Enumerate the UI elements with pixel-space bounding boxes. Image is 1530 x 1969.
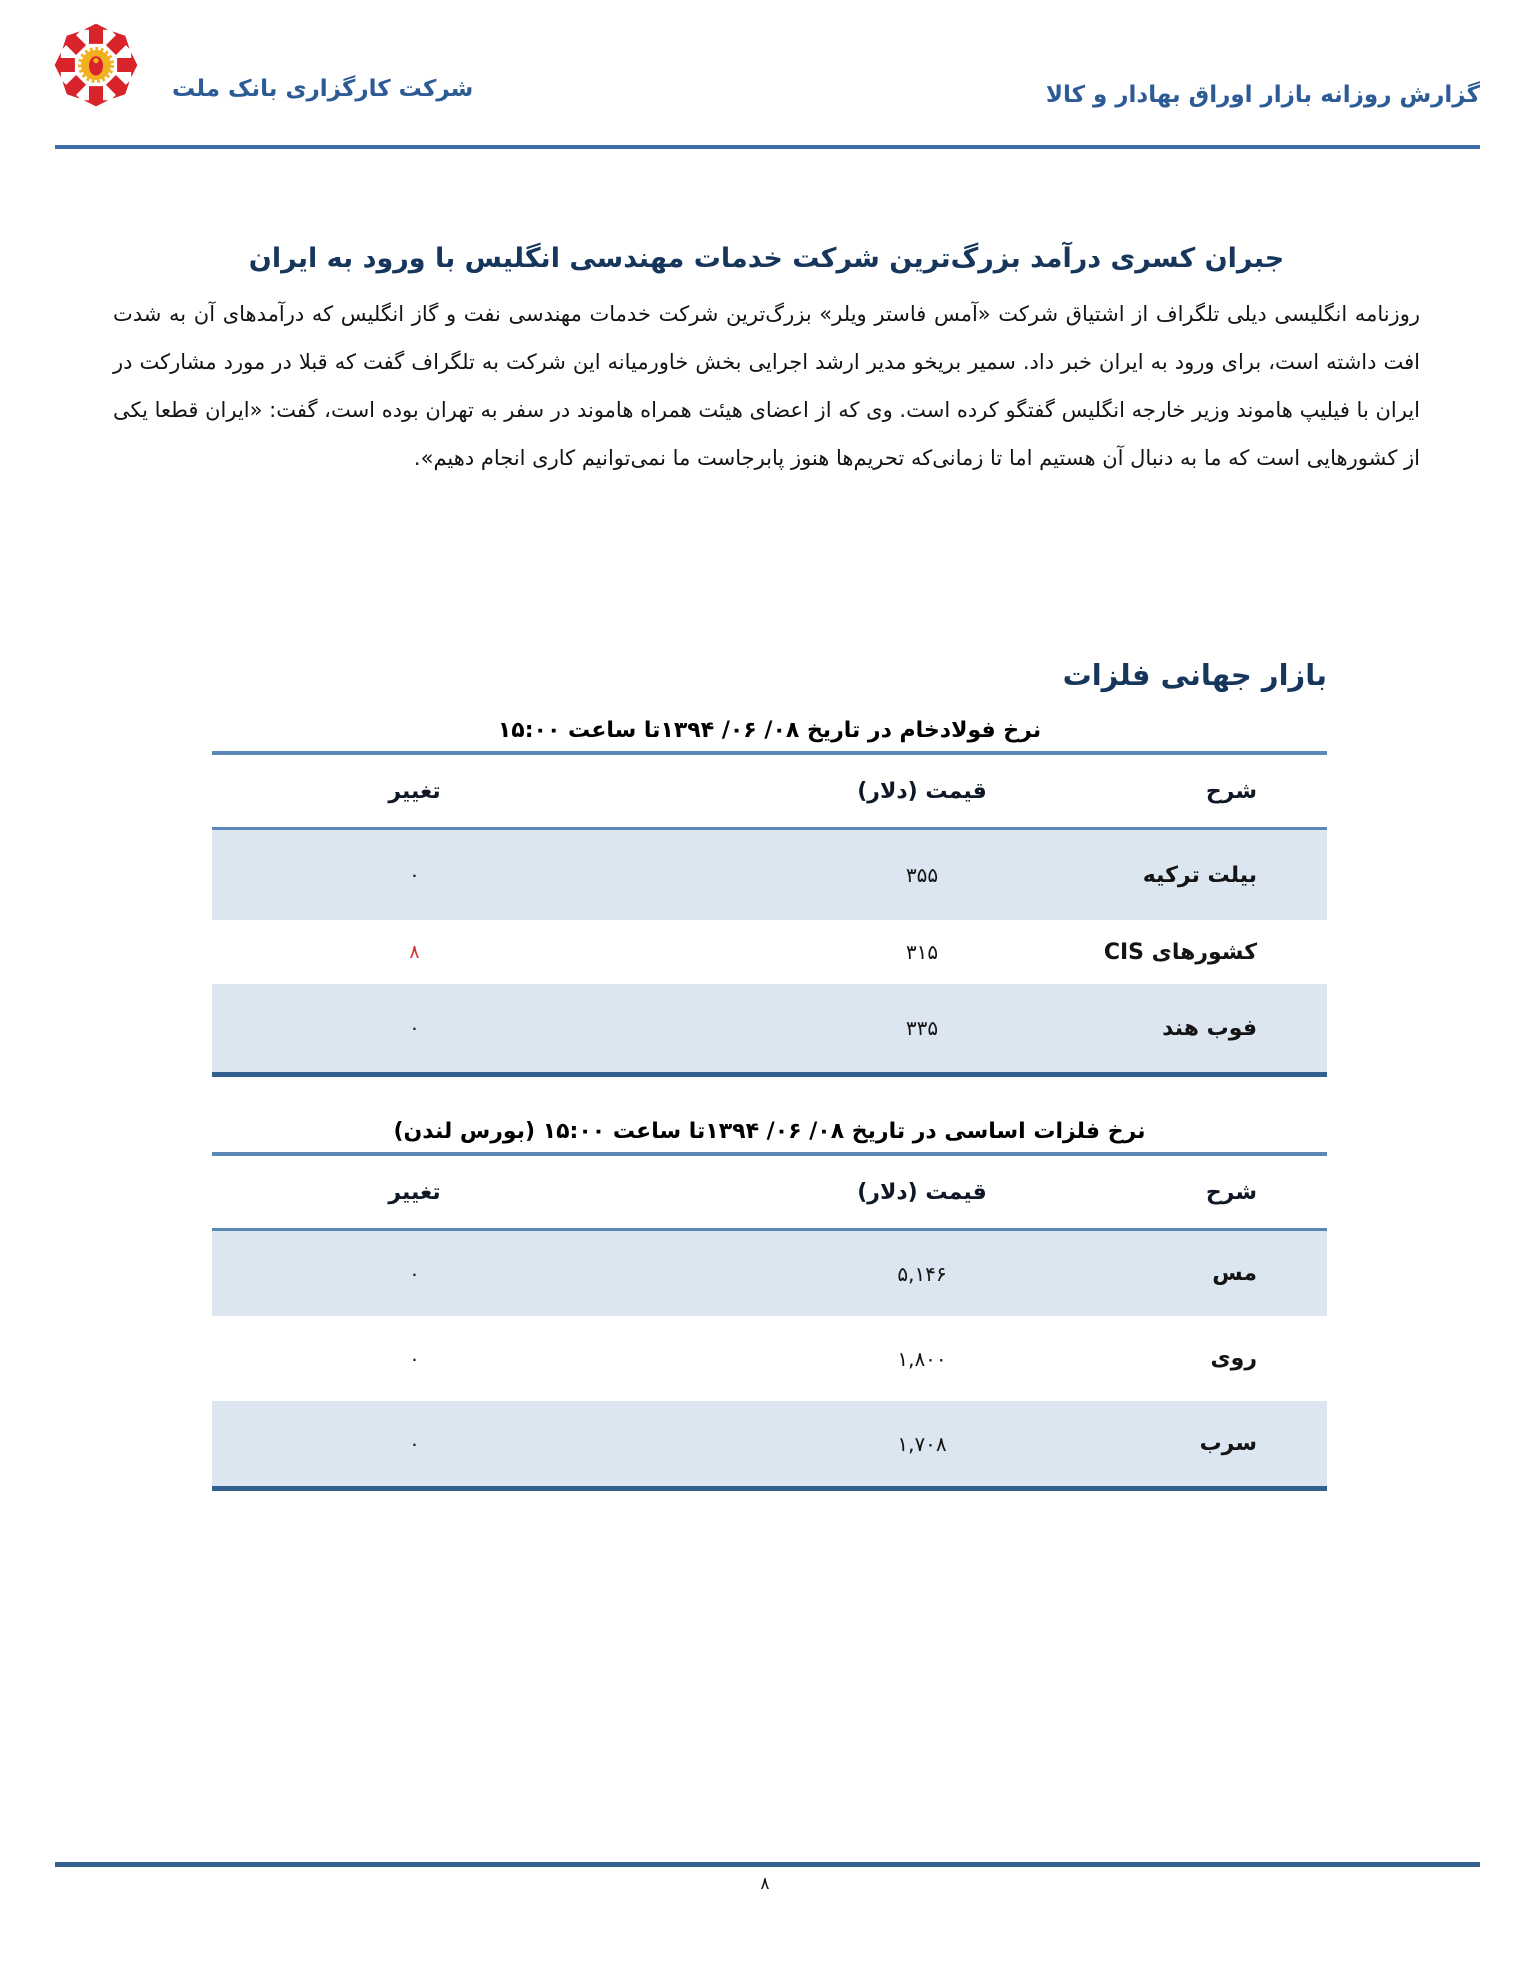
row-description: بیلت ترکیه bbox=[1142, 862, 1257, 888]
row-change: ۸ bbox=[409, 941, 420, 963]
row-change: ۰ bbox=[409, 1017, 420, 1039]
steel-rates-table bbox=[212, 751, 1327, 1077]
table-row bbox=[212, 1401, 1327, 1486]
table-row bbox=[212, 920, 1327, 984]
row-price: ۵,۱۴۶ bbox=[897, 1261, 947, 1286]
global-metals-section bbox=[212, 658, 1327, 1491]
row-description: سرب bbox=[1199, 1431, 1257, 1456]
col-header-change: تغییر bbox=[388, 1179, 441, 1205]
steel-rates-block bbox=[212, 718, 1327, 1077]
row-change: ۰ bbox=[409, 864, 420, 886]
table-row bbox=[212, 830, 1327, 920]
row-price: ۳۵۵ bbox=[905, 863, 939, 887]
col-header-description: شرح bbox=[1205, 778, 1257, 804]
col-header-description: شرح bbox=[1205, 1179, 1257, 1205]
metals-section-title: بازار جهانی فلزات bbox=[1062, 658, 1327, 692]
page-number: ۸ bbox=[760, 1874, 770, 1894]
row-price: ۱,۸۰۰ bbox=[897, 1346, 947, 1371]
row-description: فوب هند bbox=[1162, 1015, 1257, 1041]
steel-table-title: نرخ فولادخام در تاریخ ۰۸/‏ ۰۶/‏ ۱۳۹۴تا ساعت ۱۵:۰۰ bbox=[497, 718, 1042, 743]
col-header-price-usd: قیمت (دلار) bbox=[857, 1179, 987, 1205]
row-price: ۱,۷۰۸ bbox=[897, 1431, 947, 1456]
row-price: ۳۳۵ bbox=[905, 1016, 939, 1040]
report-title: گزارش روزانه بازار اوراق بهادار و کالا bbox=[1045, 82, 1480, 108]
table-header-row bbox=[212, 755, 1327, 830]
base-metals-block bbox=[212, 1119, 1327, 1491]
company-name: شرکت کارگزاری بانک ملت bbox=[172, 76, 474, 102]
row-change: ۰ bbox=[409, 1347, 420, 1370]
table-row bbox=[212, 1316, 1327, 1401]
row-description: مس bbox=[1212, 1261, 1257, 1286]
header-divider bbox=[55, 145, 1480, 149]
row-description: کشورهای CIS bbox=[1103, 939, 1257, 965]
footer-divider bbox=[55, 1862, 1480, 1867]
base-metals-table-title: نرخ فلزات اساسی در تاریخ ۰۸/‏ ۰۶/‏ ۱۳۹۴تا ساعت ۱۵:۰۰ (بورس لندن) bbox=[393, 1119, 1146, 1144]
base-metals-table bbox=[212, 1152, 1327, 1491]
table-row bbox=[212, 1231, 1327, 1316]
table-row bbox=[212, 984, 1327, 1072]
news-article bbox=[113, 238, 1420, 482]
row-price: ۳۱۵ bbox=[905, 940, 939, 964]
table-header-row bbox=[212, 1156, 1327, 1231]
row-description: روی bbox=[1210, 1346, 1257, 1371]
news-body-text: روزنامه انگلیسی دیلی تلگراف از اشتیاق شرکت «آمس فاستر ویلر» بزرگ‌ترین شرکت خدمات مهندسی نفت و گاز انگلیس که درآمدهای آن به شدت افت داشته است، برای ورود به ایران خبر داد. سمیر بریخو مدیر ارشد اجرایی بخش خاورمیانه این شرکت به تلگراف گفت که قبلا در مورد مشارکت در ایران با فیلیپ هاموند وزیر خارجه انگلیس گفتگو کرده است. وی که از اعضای هیئت همراه هاموند در سفر به تهران بوده است، گفت: «ایران قطعا یکی از کشورهایی است که ما به دنبال آن هستیم اما تا زمانی‌که تحریم‌ها هنوز پابرجاست ما نمی‌توانیم کاری انجام دهیم». bbox=[113, 302, 1420, 470]
col-header-price-usd: قیمت (دلار) bbox=[857, 778, 987, 804]
col-header-change: تغییر bbox=[388, 778, 441, 804]
news-headline: جبران کسری درآمد بزرگ‌ترین شرکت خدمات مهندسی انگلیس با ورود به ایران bbox=[248, 243, 1285, 274]
row-change: ۰ bbox=[409, 1432, 420, 1455]
row-change: ۰ bbox=[409, 1262, 420, 1285]
bank-mellat-logo-icon bbox=[52, 16, 140, 114]
